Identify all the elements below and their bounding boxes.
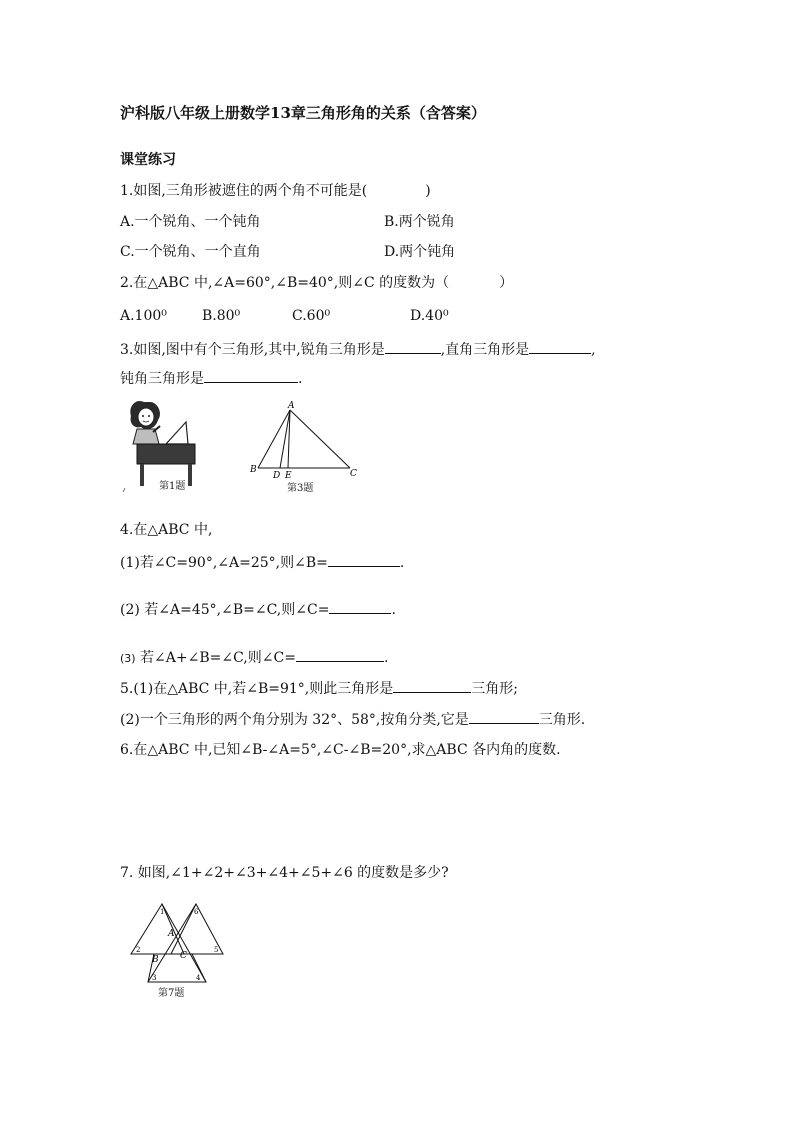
q3-text-d: 钝角三角形是	[120, 371, 204, 387]
angle-label-1: 1	[160, 908, 165, 916]
figure-7-caption: 第7题	[158, 988, 185, 999]
q4-part-1-text: (1)若∠C=90°,∠A=25°,则∠B=	[120, 555, 328, 571]
section-heading: 课堂练习	[120, 152, 176, 168]
label-e: E	[285, 471, 292, 481]
q4-blank-2[interactable]	[329, 599, 391, 614]
q5-blank-2[interactable]	[469, 709, 539, 724]
question-7: 7. 如图,∠1+∠2+∠3+∠4+∠5+∠6 的度数是多少?	[120, 865, 449, 881]
q5-part-2-text: (2)一个三角形的两个角分别为 32°、58°,按角分类,它是	[120, 712, 469, 728]
angle-label-4: 4	[196, 974, 201, 982]
q4-blank-3[interactable]	[296, 647, 384, 662]
label-b: B	[250, 465, 257, 475]
q1-option-b: B.两个锐角	[384, 214, 455, 230]
q4-end-3: .	[383, 650, 389, 666]
question-1-stem	[120, 182, 431, 200]
figure-1-drawing	[120, 396, 200, 494]
q1-option-d: D.两个钝角	[384, 244, 456, 260]
figure-1-caption: 第1题	[159, 481, 186, 492]
q5-part-1-text: 5.(1)在△ABC 中,若∠B=91°,则此三角形是	[120, 681, 394, 697]
q5-part-1-suffix: 三角形;	[471, 681, 518, 697]
q5-part-2-suffix: 三角形.	[538, 712, 586, 728]
label-a: A	[288, 401, 295, 411]
q3-text-c: ,	[591, 342, 596, 358]
question-3-line-1	[120, 339, 596, 359]
question-5-part-1	[120, 678, 518, 698]
girl-face-icon	[138, 408, 154, 426]
q3-blank-obtuse[interactable]	[204, 368, 298, 383]
label-c: C	[180, 951, 187, 961]
angle-label-3: 3	[152, 974, 157, 982]
q4-end-2: .	[391, 602, 396, 618]
q2-close: ）	[499, 275, 514, 291]
covered-triangle-icon	[166, 422, 188, 444]
q1-close: )	[425, 183, 431, 199]
desk-icon	[137, 444, 195, 464]
q3-text-e: .	[298, 371, 303, 387]
angle-label-5: 5	[214, 946, 219, 954]
segment-ac	[290, 410, 350, 468]
question-5-part-2	[120, 709, 585, 729]
q5-blank-1[interactable]	[393, 678, 471, 693]
label-c: C	[350, 469, 357, 479]
document-title: 沪科版八年级上册数学13章三角形角的关系（含答案）	[120, 104, 486, 122]
q1-option-a: A.一个锐角、一个钝角	[120, 214, 261, 230]
label-a: A	[168, 929, 175, 939]
question-2-stem	[120, 274, 513, 292]
label-d: D	[273, 471, 281, 481]
q1-text: 1.如图,三角形被遮住的两个角不可能是(	[120, 183, 368, 199]
angle-label-2: 2	[136, 946, 141, 954]
label-b: B	[152, 955, 159, 965]
q3-blank-right[interactable]	[529, 339, 591, 354]
angle-label-6: 6	[194, 908, 199, 916]
figure-3-caption: 第3题	[287, 483, 314, 494]
q4-blank-1[interactable]	[328, 552, 400, 567]
q4-part-2-text: (2) 若∠A=45°,∠B=∠C,则∠C=	[120, 602, 330, 618]
question-6: 6.在△ABC 中,已知∠B-∠A=5°,∠C-∠B=20°,求△ABC 各内角的度数.	[120, 742, 561, 758]
q4-end-1: .	[399, 555, 405, 571]
figure-7	[126, 900, 236, 988]
q2-option-a: A.100⁰	[120, 308, 167, 324]
q2-option-d: D.40⁰	[410, 308, 449, 324]
figure-1	[120, 396, 200, 494]
question-4-stem: 4.在△ABC 中,	[120, 522, 213, 538]
question-4-part-1	[120, 552, 404, 572]
q3-blank-acute[interactable]	[385, 339, 441, 354]
q4-part-3-text: 若∠A+∠B=∠C,则∠C=	[135, 650, 296, 666]
question-3-line-2	[120, 368, 302, 388]
q4-part-3-number: (3)	[120, 652, 136, 665]
question-4-part-3	[120, 647, 388, 668]
q3-text-a: 3.如图,图中有个三角形,其中,锐角三角形是	[120, 342, 385, 358]
q2-option-c: C.60⁰	[292, 308, 331, 324]
q2-text: 2.在△ABC 中,∠A=60°,∠B=40°,则∠C 的度数为（	[120, 275, 450, 291]
line-right-cross	[162, 904, 206, 982]
q2-option-b: B.80⁰	[202, 308, 241, 324]
question-4-part-2	[120, 599, 396, 619]
figure-7-drawing	[126, 900, 236, 988]
q1-option-c: C.一个锐角、一个直角	[120, 244, 261, 260]
q3-text-b: ,直角三角形是	[440, 342, 530, 358]
